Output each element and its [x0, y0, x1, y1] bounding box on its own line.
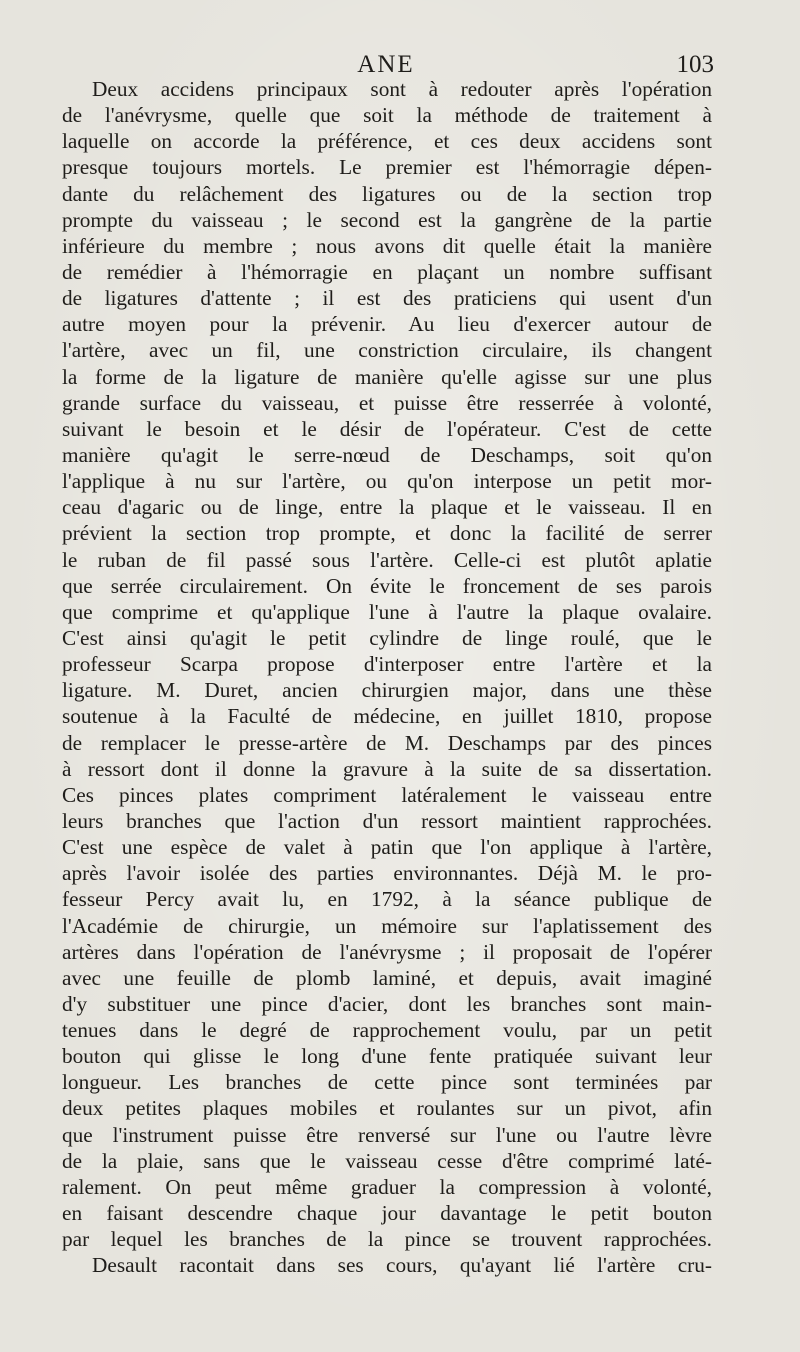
text-line: tenues dans le degré de rapprochement voulu, par un petit [62, 1018, 712, 1043]
text-line: ceau d'agaric ou de linge, entre la plaque et le vaisseau. Il en [62, 495, 712, 520]
text-line: le ruban de fil passé sous l'artère. Celle-ci est plutôt aplatie [62, 547, 712, 572]
text-line: autre moyen pour la prévenir. Au lieu d'exercer autour de [62, 312, 712, 337]
text-line: l'artère, avec un fil, une constriction circulaire, ils changent [62, 338, 712, 363]
text-line: suivant le besoin et le désir de l'opérateur. C'est de cette [62, 416, 712, 441]
text-line: avec une feuille de plomb laminé, et depuis, avait imaginé [62, 965, 712, 990]
text-line: inférieure du membre ; nous avons dit quelle était la manière [62, 233, 712, 258]
text-line: soutenue à la Faculté de médecine, en juillet 1810, propose [62, 704, 712, 729]
text-line: en faisant descendre chaque jour davantage le petit bouton [62, 1201, 712, 1226]
paragraph [62, 1252, 712, 1278]
paragraph [62, 76, 712, 1252]
text-line: manière qu'agit le serre-nœud de Deschamps, soit qu'on [62, 442, 712, 467]
text-line: de remplacer le presse-artère de M. Deschamps par des pinces [62, 730, 712, 755]
text-line: après l'avoir isolée des parties environnantes. Déjà M. le pro- [62, 861, 712, 886]
text-line: de l'anévrysme, quelle que soit la méthode de traitement à [62, 103, 712, 128]
text-line: que serrée circulairement. On évite le froncement de ses parois [62, 573, 712, 598]
text-line: l'applique à nu sur l'artère, ou qu'on interpose un petit mor- [62, 469, 712, 494]
page-number: 103 [676, 51, 714, 78]
text-line: de la plaie, sans que le vaisseau cesse d'être comprimé laté- [62, 1148, 712, 1173]
text-line: leurs branches que l'action d'un ressort maintient rapprochées. [62, 808, 712, 833]
text-line: que l'instrument puisse être renversé sur l'une ou l'autre lèvre [62, 1122, 712, 1147]
text-line: l'Académie de chirurgie, un mémoire sur l'aplatissement des [62, 913, 712, 938]
text-line: C'est ainsi qu'agit le petit cylindre de linge roulé, que le [62, 625, 712, 650]
text-line: d'y substituer une pince d'acier, dont les branches sont main- [62, 991, 712, 1016]
text-line: ralement. On peut même graduer la compression à volonté, [62, 1174, 712, 1199]
text-line: prévient la section trop prompte, et donc la facilité de serrer [62, 521, 712, 546]
text-line: que comprime et qu'applique l'une à l'autre la plaque ovalaire. [62, 599, 712, 624]
text-line: à ressort dont il donne la gravure à la suite de sa dissertation. [62, 756, 712, 781]
text-line: artères dans l'opération de l'anévrysme ; il proposait de l'opérer [62, 939, 712, 964]
text-line: la forme de la ligature de manière qu'elle agisse sur une plus [62, 364, 712, 389]
text-line: longueur. Les branches de cette pince sont terminées par [62, 1070, 712, 1095]
text-line: fesseur Percy avait lu, en 1792, à la séance publique de [62, 887, 712, 912]
text-line: dante du relâchement des ligatures ou de la section trop [62, 181, 712, 206]
text-line: ligature. M. Duret, ancien chirurgien major, dans une thèse [62, 678, 712, 703]
text-line: Deux accidens principaux sont à redouter après l'opération [92, 77, 712, 101]
text-line: laquelle on accorde la préférence, et ces deux accidens sont [62, 129, 712, 154]
text-line: deux petites plaques mobiles et roulantes sur un pivot, afin [62, 1096, 712, 1121]
text-line: bouton qui glisse le long d'une fente pratiquée suivant leur [62, 1044, 712, 1069]
text-line: de remédier à l'hémorragie en plaçant un nombre suffisant [62, 259, 712, 284]
text-line: Ces pinces plates compriment latéralement le vaisseau entre [62, 782, 712, 807]
text-line: professeur Scarpa propose d'interposer entre l'artère et la [62, 652, 712, 677]
text-line: Desault racontait dans ses cours, qu'ayant lié l'artère cru- [92, 1253, 712, 1278]
text-line: grande surface du vaisseau, et puisse être resserrée à volonté, [62, 390, 712, 415]
running-title: ANE [357, 51, 415, 78]
text-line: C'est une espèce de valet à patin que l'on applique à l'artère, [62, 835, 712, 860]
body-text [62, 76, 712, 1278]
text-line: par lequel les branches de la pince se trouvent rapprochées. [62, 1227, 712, 1252]
text-line: presque toujours mortels. Le premier est l'hémorragie dépen- [62, 155, 712, 180]
text-line: de ligatures d'attente ; il est des praticiens qui usent d'un [62, 286, 712, 311]
text-line: prompte du vaisseau ; le second est la gangrène de la partie [62, 207, 712, 232]
